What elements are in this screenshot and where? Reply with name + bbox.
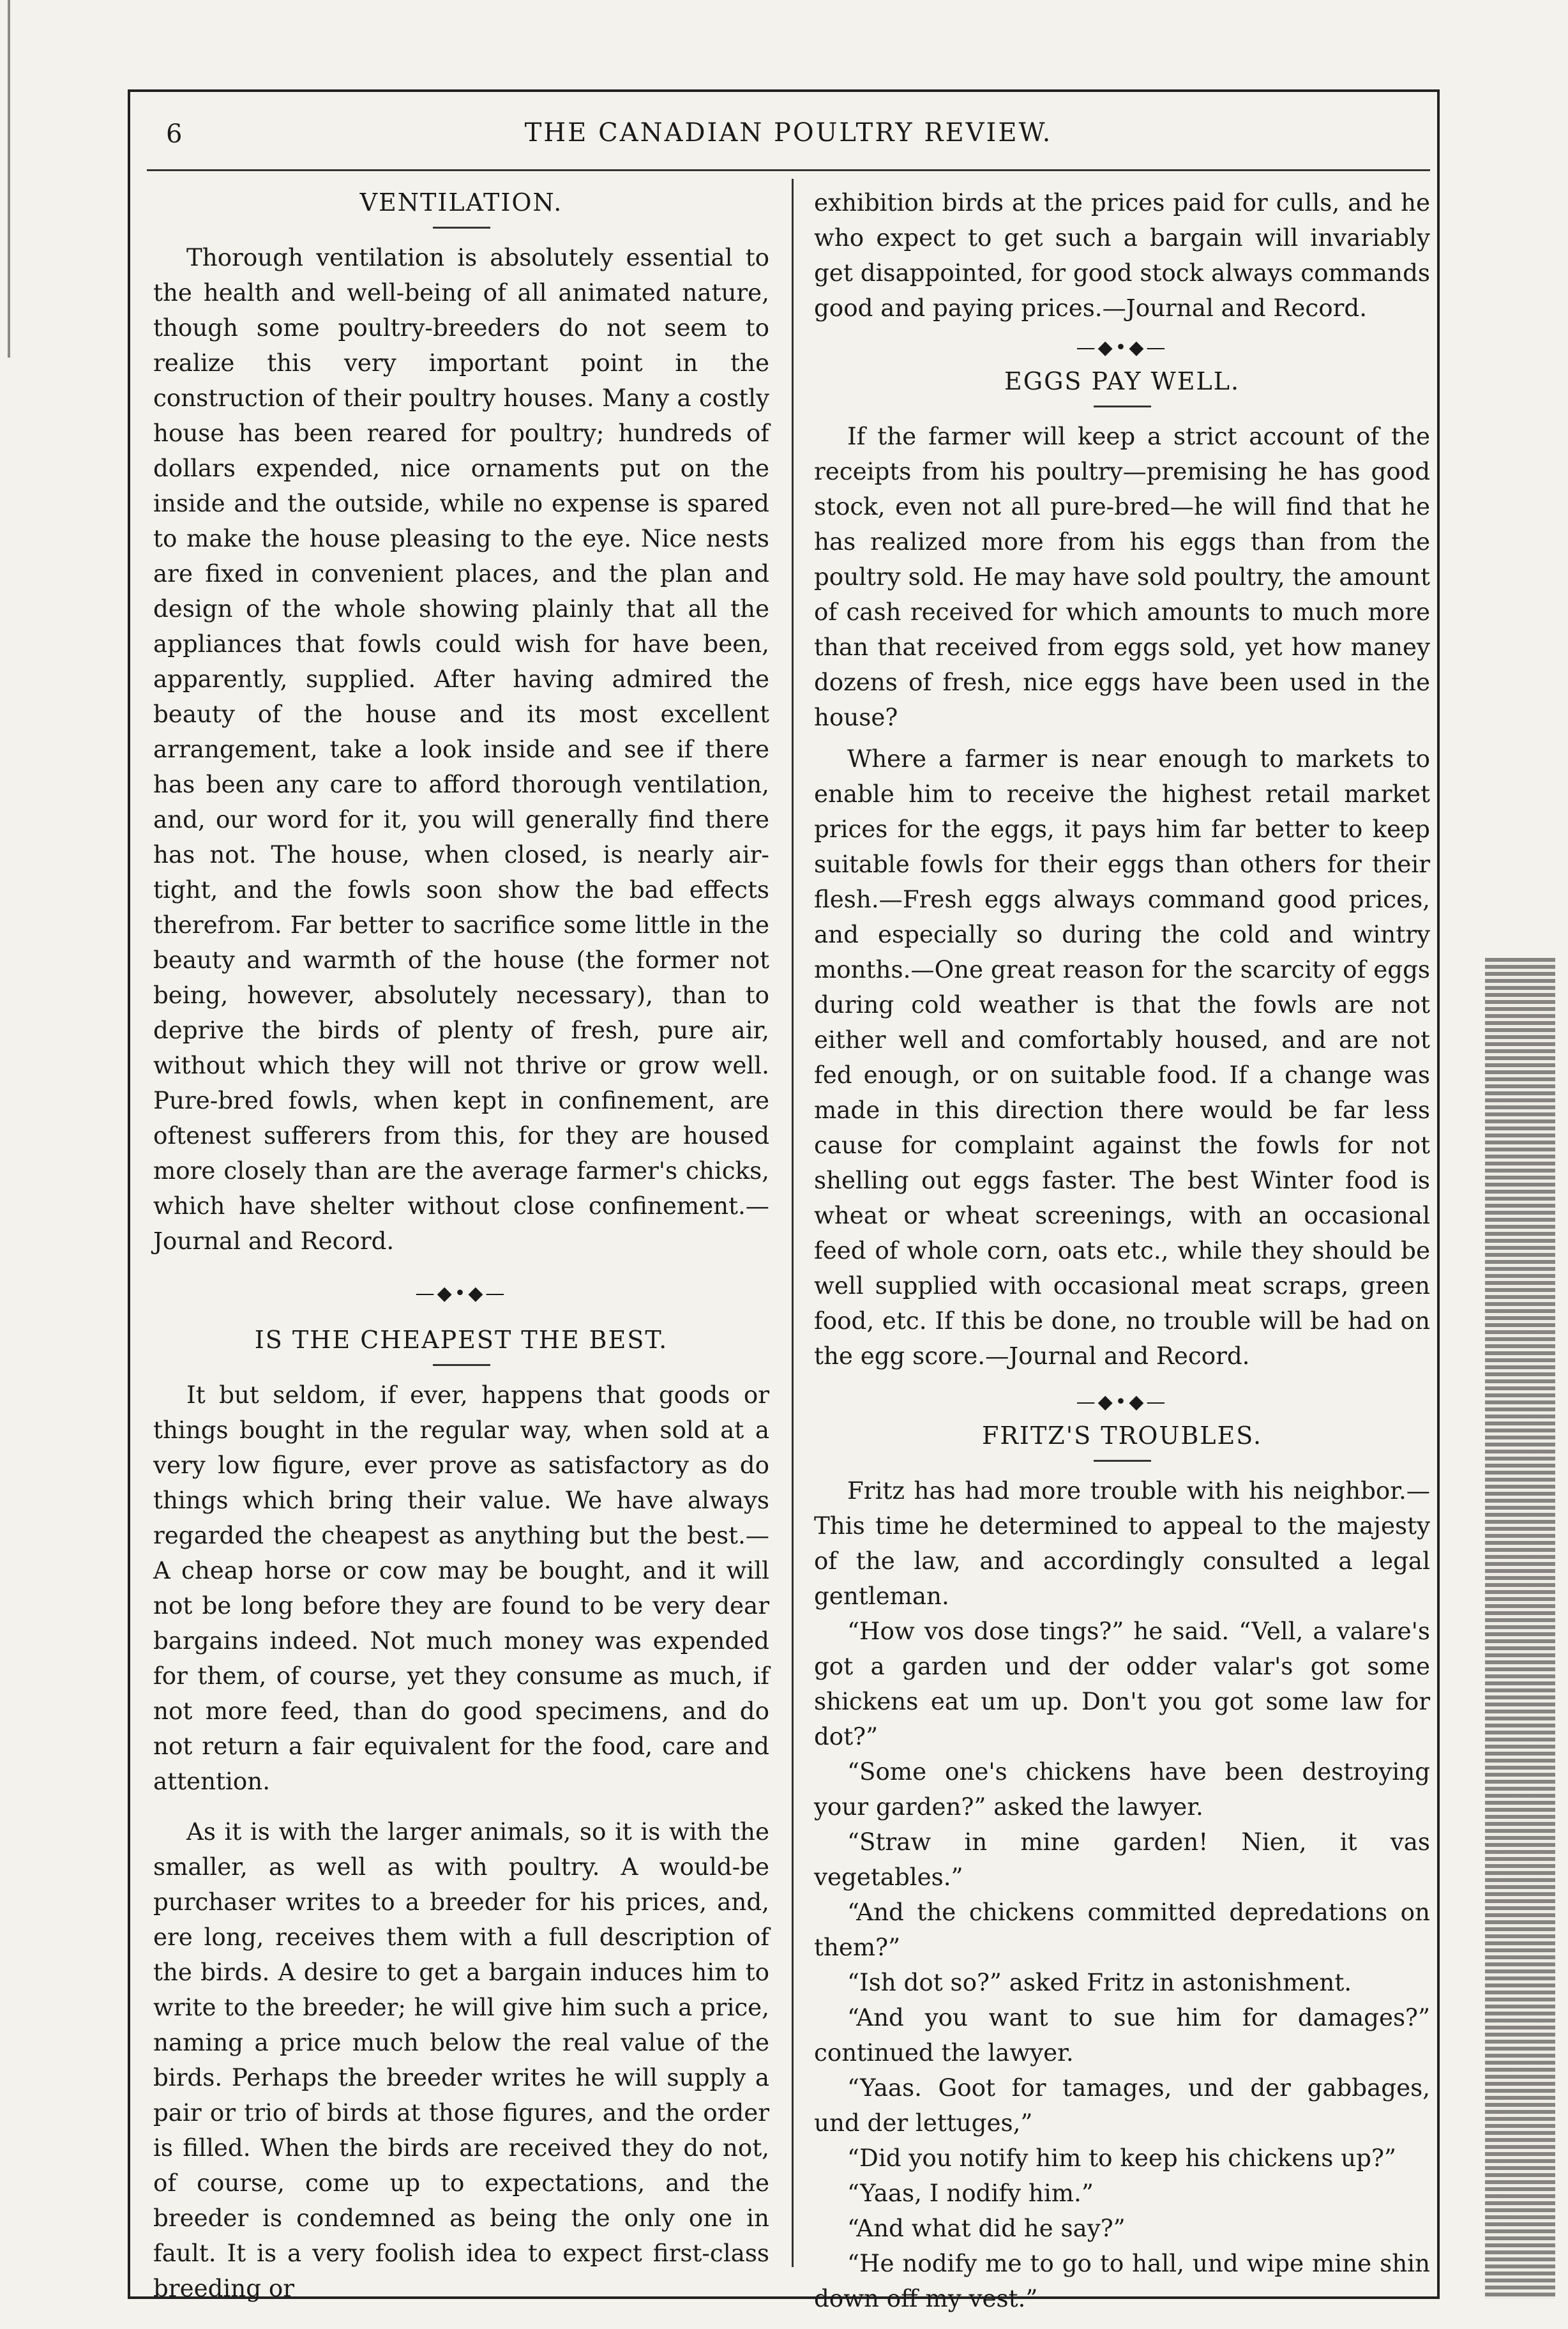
article-fritzs-troubles (814, 1418, 1430, 2316)
article-ventilation (153, 185, 769, 1259)
page-header (147, 112, 1430, 171)
paragraph: “Some one's chickens have been destroying your garden?” asked the lawyer. (814, 1757, 1430, 1821)
paragraph: “And the chickens committed depredations on them?” (814, 1898, 1430, 1961)
paragraph: If the farmer will keep a strict account of the receipts from his poultry—premising he has good stock, even not all pure-bred—he will find that he has realized more from his eggs than from the poultry sold. He may have sold poultry, the amount of cash received for which amounts to much more than that received from eggs sold, yet how maney dozens of fresh, nice eggs have been used in the house? (814, 422, 1430, 731)
scan-edge-noise (1485, 958, 1555, 2299)
left-column (153, 185, 769, 2302)
title-rule (433, 1364, 490, 1366)
ornament-divider: —◆•◆— (415, 1282, 508, 1305)
article-cheapest-best (153, 1323, 769, 2306)
paragraph: Fritz has had more trouble with his neighbor.—This time he determined to appeal to the majesty of the law, and accordingly consulted a legal gentleman. (814, 1476, 1430, 1610)
paragraph: “And you want to sue him for damages?” continued the lawyer. (814, 2003, 1430, 2067)
title-rule (433, 227, 490, 229)
ornament-divider: —◆•◆— (1076, 1391, 1168, 1413)
page-number: 6 (166, 119, 183, 149)
ornament-divider: —◆•◆— (1076, 337, 1168, 359)
paragraph: “He nodify me to go to hall, und wipe mine shin down off my vest.” (814, 2249, 1430, 2312)
article-title: EGGS PAY WELL. (1004, 367, 1240, 395)
paragraph: “Did you notify him to keep his chickens up?” (847, 2144, 1396, 2172)
paragraph: As it is with the larger animals, so it is with the smaller, as well as with poultry. A would-be purchaser writes to a breeder for his prices, and, ere long, receives them with a full description of the birds. A desire to get a bargain induces him to write to the breeder; he will give him such a price, naming a price much below the real value of the birds. Perhaps the breeder writes he will supply a pair or trio of birds at those figures, and the order is filled. When the birds are received they do not, of course, come up to expectations, and the breeder is condemned as being the only one in fault. It is a very foolish idea to expect first-class breeding or (153, 1817, 769, 2302)
paragraph: It but seldom, if ever, happens that goods or things bought in the regular way, when sold at a very low figure, ever prove as satisfactory as do things which bring their value. We have always regarded the cheapest as anything but the best.—A cheap horse or cow may be bought, and it will not be long before they are found to be very dear bargains indeed. Not much money was expended for them, of course, yet they consume as much, if not more feed, than do good specimens, and do not return a fair equivalent for the food, care and attention. (153, 1381, 769, 1795)
paragraph: “And what did he say?” (847, 2214, 1126, 2242)
column-rule (792, 179, 794, 2267)
paragraph: Where a farmer is near enough to markets to enable him to receive the highest retail market prices for the eggs, it pays him far better to keep suitable fowls for their eggs than others for their flesh.—Fresh eggs always command good prices, and especially so during the cold and wintry months.—One great reason for the scarcity of eggs during cold weather is that the fowls are not either well and comfortably housed, and are not fed enough, or on suitable food. If a change was made in this direction there would be far less cause for complaint against the fowls for not shelling out eggs faster. The best Winter food is wheat or wheat screenings, with an occasional feed of whole corn, oats etc., while they should be well supplied with occasional meat scraps, green food, etc. If this be done, no trouble will be had on the egg score.—Journal and Record. (814, 745, 1430, 1370)
paragraph-continuation: exhibition birds at the prices paid for culls, and he who expect to get such a bargain will invariably get disappointed, for good stock always commands good and paying prices.—Journal and Record. (814, 188, 1430, 322)
paragraph: “Yaas. Goot for tamages, und der gabbages, und der lettuges,” (814, 2074, 1430, 2137)
paragraph: “Yaas, I nodify him.” (847, 2179, 1094, 2207)
title-rule (1094, 1460, 1151, 1462)
right-column (814, 185, 1430, 2312)
article-title: FRITZ'S TROUBLES. (981, 1422, 1263, 1450)
margin-mark (8, 0, 10, 358)
title-rule (1094, 406, 1151, 407)
paragraph: “Straw in mine garden! Nien, it vas vegetables.” (814, 1828, 1430, 1891)
paragraph: Thorough ventilation is absolutely essential to the health and well-being of all animated nature, though some poultry-breeders do not seem to realize this very important point in the construction of their poultry houses. Many a costly house has been reared for poultry; hundreds of dollars expended, nice ornaments put on the inside and the outside, while no expense is spared to make the house pleasing to the eye. Nice nests are fixed in convenient places, and the plan and design of the whole showing plainly that all the appliances that fowls could wish for have been, apparently, supplied. After having admired the beauty of the house and its most excellent arrangement, take a look inside and see if there has been any care to afford thorough ventilation, and, our word for it, you will generally find there has not. The house, when closed, is nearly air-tight, and the fowls soon show the bad effects therefrom. Far better to sacrifice some little in the beauty and warmth of the house (the former not being, however, absolutely necessary), than to deprive the birds of plenty of fresh, pure air, without which they will not thrive or grow well. Pure-bred fowls, when kept in confinement, are oftenest sufferers from this, for they are housed more closely than are the average farmer's chicks, which have shelter without close confinement.—Journal and Record. (153, 243, 769, 1255)
paragraph: “Ish dot so?” asked Fritz in astonishment. (847, 1968, 1352, 1996)
journal-title: THE CANADIAN POULTRY REVIEW. (524, 118, 1053, 148)
article-title: IS THE CHEAPEST THE BEST. (254, 1326, 668, 1354)
paragraph: “How vos dose tings?” he said. “Vell, a valare's got a garden und der odder valar's got some shickens eat um up. Don't you got some law for dot?” (814, 1617, 1430, 1750)
article-eggs-pay-well (814, 364, 1430, 1374)
article-title: VENTILATION. (359, 188, 563, 216)
